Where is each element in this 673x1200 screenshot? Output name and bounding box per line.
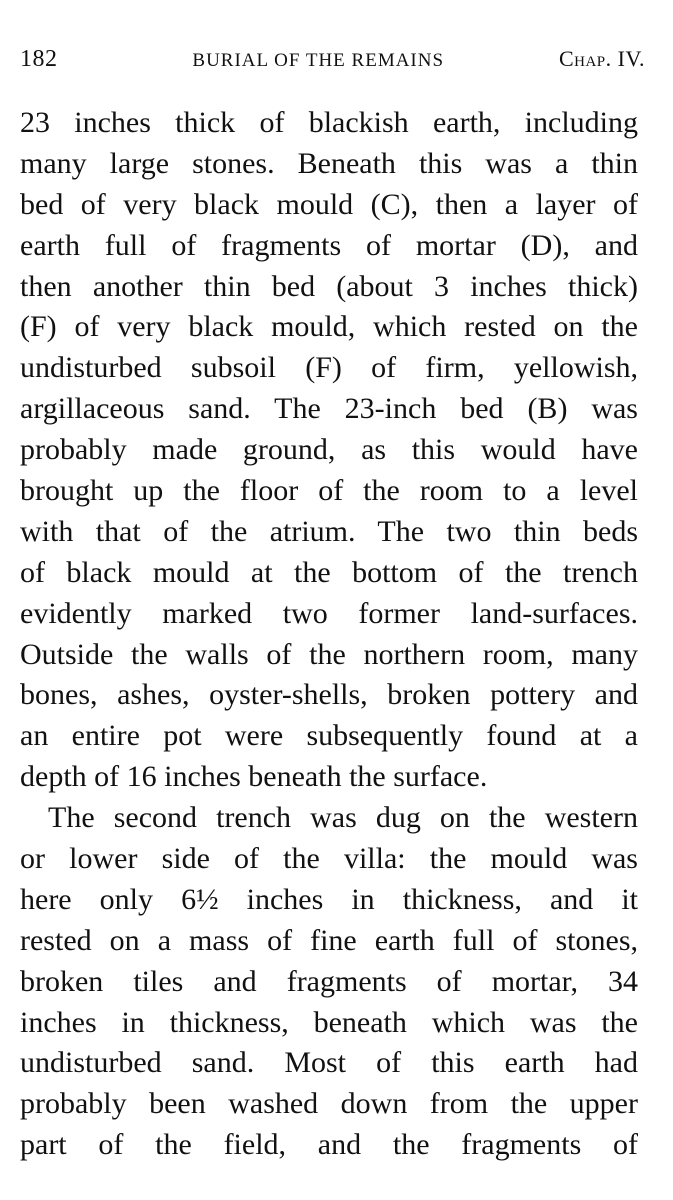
body-text: [20, 103, 638, 1166]
text-line: bones, ashes, oyster-shells, broken pottery and: [20, 678, 638, 712]
text-line: rested on a mass of fine earth full of stones,: [20, 923, 638, 957]
text-line: depth of 16 inches beneath the surface.: [20, 760, 488, 794]
running-header: [20, 46, 645, 80]
text-line: Outside the walls of the northern room, many: [20, 637, 638, 671]
text-line: (F) of very black mould, which rested on the: [20, 310, 638, 344]
chapter-label: Chap. IV.: [558, 46, 645, 71]
text-line: evidently marked two former land-surfaces.: [20, 596, 638, 630]
page-number: 182: [20, 46, 58, 72]
text-line: brought up the floor of the room to a level: [20, 474, 638, 508]
text-line: of black mould at the bottom of the trench: [20, 555, 638, 589]
text-line: inches in thickness, beneath which was the: [20, 1005, 638, 1039]
text-line: probably made ground, as this would have: [20, 433, 638, 467]
text-line: broken tiles and fragments of mortar, 34: [20, 964, 638, 998]
text-line: an entire pot were subsequently found at a: [20, 719, 638, 753]
text-line: part of the field, and the fragments of: [20, 1128, 638, 1162]
text-line: probably been washed down from the upper: [20, 1087, 638, 1121]
paragraph-2: [20, 798, 638, 1166]
text-line: here only 6½ inches in thickness, and it: [20, 882, 638, 916]
text-line: 23 inches thick of blackish earth, including: [20, 106, 638, 139]
text-line: then another thin bed (about 3 inches thick): [20, 269, 638, 303]
text-line: or lower side of the villa: the mould was: [20, 842, 638, 876]
text-line: argillaceous sand. The 23-inch bed (B) was: [20, 392, 638, 426]
running-title: BURIAL OF THE REMAINS: [192, 50, 445, 71]
text-line: undisturbed subsoil (F) of firm, yellowish,: [20, 351, 638, 385]
text-line: undisturbed sand. Most of this earth had: [20, 1046, 638, 1080]
text-line: many large stones. Beneath this was a thin: [20, 146, 638, 180]
text-line: with that of the atrium. The two thin beds: [20, 514, 638, 548]
text-line: earth full of fragments of mortar (D), and: [20, 228, 638, 262]
text-line: bed of very black mould (C), then a layer of: [20, 187, 638, 221]
text-line: The second trench was dug on the western: [48, 801, 638, 835]
paragraph-1: [20, 103, 638, 798]
